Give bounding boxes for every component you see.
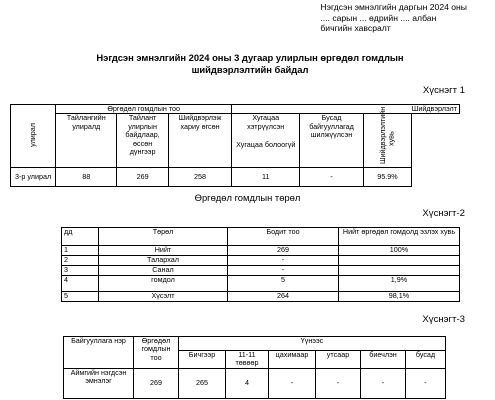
row-transferred: - xyxy=(300,167,363,186)
t2-cell: 4 xyxy=(62,276,99,292)
table-row xyxy=(62,246,460,256)
table2-label: Хүснэгт-2 xyxy=(422,208,465,219)
t2-cell: 100% xyxy=(339,246,460,256)
t3-row-count: 269 xyxy=(134,369,179,399)
pending-header: Хугацаа хэтрүүлсэн xyxy=(247,113,285,131)
t3-sub-3: утсаар xyxy=(316,351,361,369)
t2-header-0: дд xyxy=(62,228,99,246)
resolved-group-header: Шийдвэрлэлт xyxy=(412,105,460,114)
pending-header-cell xyxy=(232,114,300,167)
count-group-header: Өргөдөл гомдлын тоо xyxy=(56,105,232,114)
quarter-header-cell xyxy=(11,105,56,168)
not-overdue-header: Хугацаа болоогүй xyxy=(236,140,296,150)
t2-header-3: Нийт өргөдөл гомдолд эзлэх хувь xyxy=(339,228,460,246)
t2-cell: 5 xyxy=(62,292,99,302)
row-prev: 88 xyxy=(56,167,117,186)
t2-cell: Нийт xyxy=(99,246,228,256)
document-title xyxy=(70,52,430,76)
t2-cell: Талархал xyxy=(99,256,228,266)
row-total: 269 xyxy=(117,167,169,186)
t2-cell: Хүсэлт xyxy=(99,292,228,302)
t2-cell: - xyxy=(228,266,339,276)
t2-cell xyxy=(339,256,460,266)
table-row xyxy=(62,266,460,276)
table1-label: Хүснэгт 1 xyxy=(422,85,465,96)
t2-cell: Санал xyxy=(99,266,228,276)
table-row xyxy=(62,276,460,292)
t3-group-header: Үүнээс xyxy=(179,337,446,351)
t3-row-cell: - xyxy=(269,369,316,399)
percent-header-cell xyxy=(363,107,412,167)
t2-header-2: Бодит тоо xyxy=(228,228,339,246)
t2-cell: 3 xyxy=(62,266,99,276)
row-resolved: 258 xyxy=(168,167,231,186)
t2-cell: 98,1% xyxy=(339,292,460,302)
t3-row-org: Аймгийн нэгдсэн эмнэлэг xyxy=(64,369,134,399)
t2-cell: 1,9% xyxy=(339,276,460,292)
t2-cell: - xyxy=(228,256,339,266)
table-row xyxy=(64,369,446,399)
row-percent: 95.9% xyxy=(363,167,412,186)
table-1 xyxy=(10,104,460,187)
header-line-2: .... сарын ... өдрийн .... албан xyxy=(320,12,437,23)
resolved-header: Шийдвэрлэж хариу өгсөн xyxy=(168,114,231,167)
t2-cell: 2 xyxy=(62,256,99,266)
section-title-types: Өргөдөл гомдлын төрөл xyxy=(194,192,301,203)
t3-row-cell: - xyxy=(316,369,361,399)
t2-cell: 5 xyxy=(228,276,339,292)
total-header: Тайлант улирлын байдлаар, өссөн дүнгээр xyxy=(117,114,169,167)
t3-sub-1: 11-11 төвөөр xyxy=(226,351,269,369)
header-note xyxy=(320,2,467,34)
quarter-header: улирал xyxy=(27,122,37,147)
table-2 xyxy=(61,227,460,302)
t2-cell: гомдол xyxy=(99,276,228,292)
table3-label: Хүснэгт-3 xyxy=(422,314,465,325)
t3-count-header: Өргөдөл гомдлын тоо xyxy=(134,337,179,369)
table-row xyxy=(62,292,460,302)
t3-row-cell: 265 xyxy=(179,369,226,399)
transferred-header: Бусад байгууллагад шилжүүлсэн xyxy=(300,114,363,167)
t3-row-cell: - xyxy=(361,369,406,399)
percent-header: Шийдвэрлэлтийн хувь xyxy=(378,107,396,165)
t2-header-1: Төрөл xyxy=(99,228,228,246)
row-overdue: 11 xyxy=(232,167,300,186)
header-line-1: Нэгдсэн эмнэлгийн даргын 2024 оны xyxy=(320,2,467,12)
table-row xyxy=(62,256,460,266)
t3-row-cell: 4 xyxy=(226,369,269,399)
t2-cell xyxy=(339,266,460,276)
title-line-2: шийдвэрлэлтийн байдал xyxy=(191,64,309,75)
t3-sub-5: бусад xyxy=(406,351,446,369)
t2-cell: 264 xyxy=(228,292,339,302)
t3-sub-0: Бичгээр xyxy=(179,351,226,369)
table-3 xyxy=(63,336,446,399)
t2-cell: 269 xyxy=(228,246,339,256)
t3-sub-4: биечлэн xyxy=(361,351,406,369)
row-quarter: 3-р улирал xyxy=(11,167,56,186)
header-line-3: бичгийн хавсралт xyxy=(320,23,391,33)
t3-sub-2: цахимаар xyxy=(269,351,316,369)
t2-cell: 1 xyxy=(62,246,99,256)
t3-org-header: Байгууллага нэр xyxy=(64,337,134,369)
prev-header: Тайлангийн улиралд xyxy=(56,114,117,167)
t3-row-cell: - xyxy=(406,369,446,399)
title-line-1: Нэгдсэн эмнэлгийн 2024 оны 3 дугаар улирлын өргөдөл гомдлын xyxy=(96,52,404,63)
